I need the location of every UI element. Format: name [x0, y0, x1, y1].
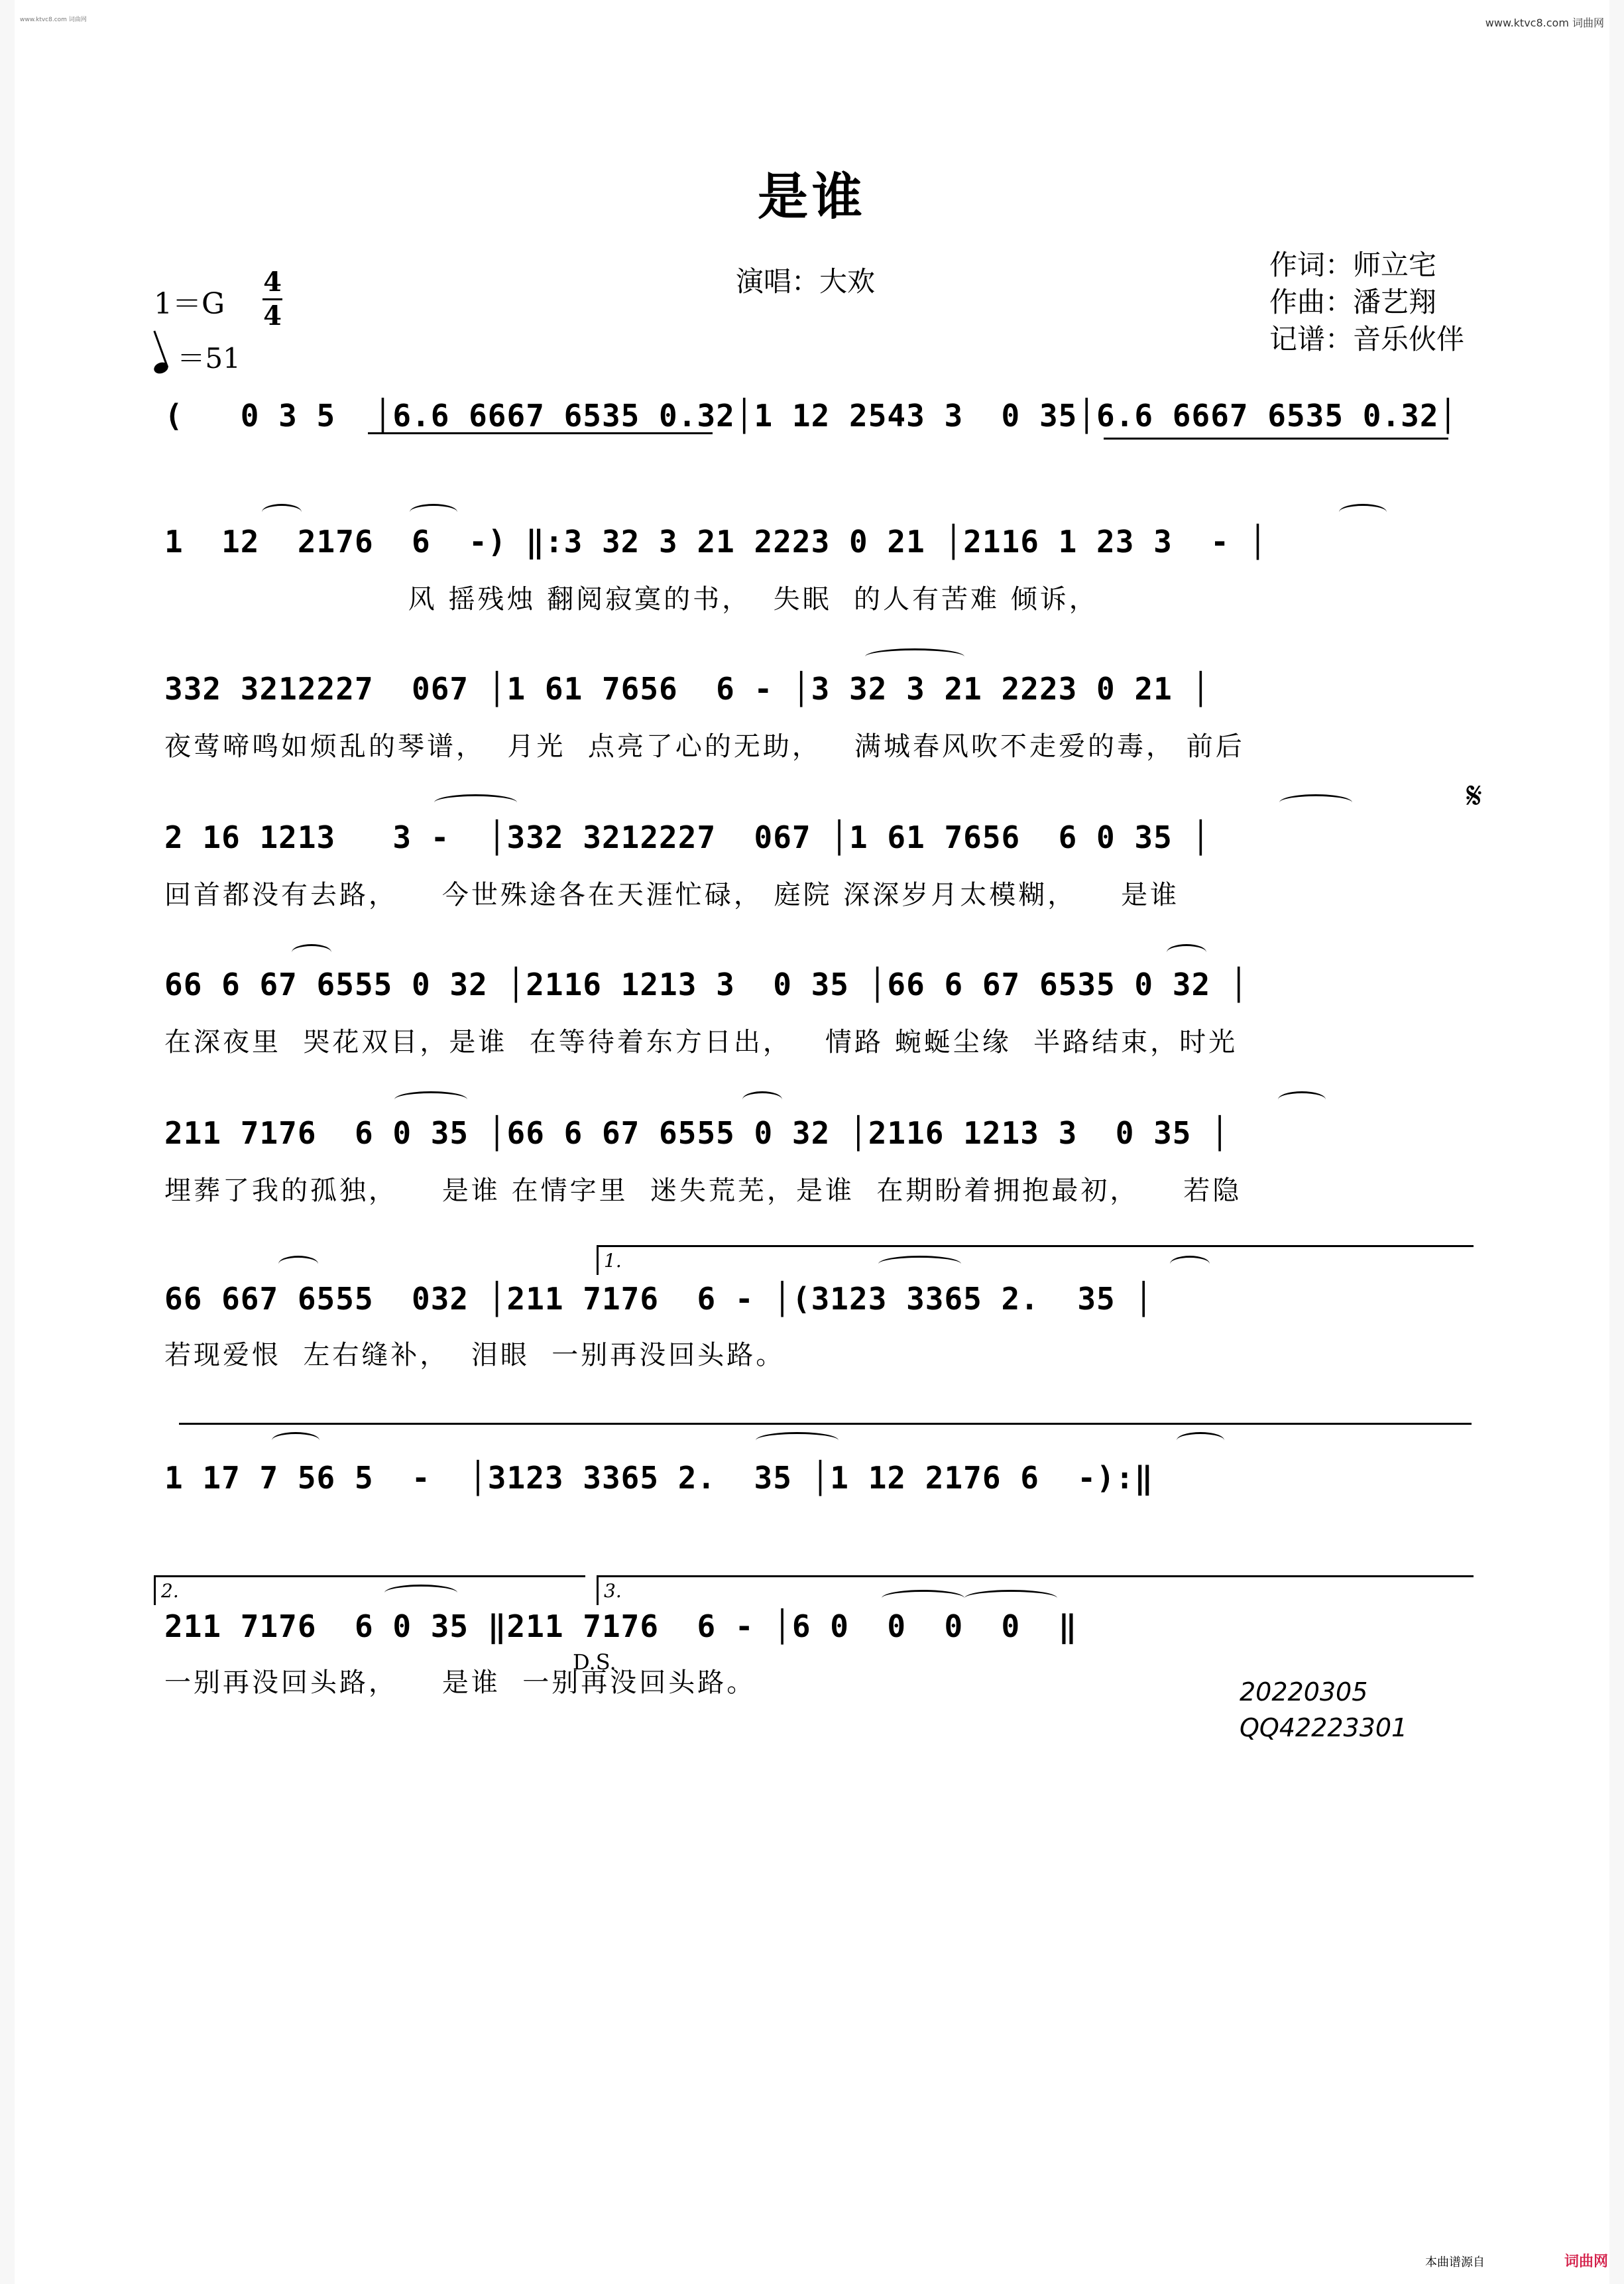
volta-3-label: 3. [604, 1580, 622, 1602]
footer-source: 本曲谱源自 [1425, 2255, 1485, 2269]
slur [262, 504, 302, 520]
system-3-notes: 332 3212227 067 │1 61 7656 6 - │3 32 3 21 2223 0 21 │ [164, 671, 1211, 707]
system-1-notes: ( 0 3 5 │6.6 6667 6535 0.32│1 12 2543 3 0 35│6.6 6667 6535 0.32│ [164, 398, 1458, 434]
volta-2-label: 2. [161, 1580, 179, 1602]
system-7-lyrics: 若现爱恨 左右缝补， 泪眼 一别再没回头路。 [164, 1340, 785, 1370]
underline [368, 432, 713, 434]
right-margin-strip [1609, 0, 1624, 2284]
slur [742, 1091, 782, 1108]
volta-2-bracket [154, 1575, 585, 1605]
quarter-note-icon [152, 361, 170, 376]
system-3-lyrics: 夜莺啼鸣如烦乱的琴谱， 月光 点亮了心的无助， 满城春风吹不走爱的毒， 前后 [164, 731, 1245, 762]
system-9-lyrics: 一别再没回头路， 是谁 一别再没回头路。 [164, 1667, 756, 1698]
system-4-notes: 2 16 1213 3 - │332 3212227 067 │1 61 7656 6 0 35 │ [164, 819, 1211, 855]
underline [1104, 438, 1448, 440]
slur [394, 1091, 467, 1108]
left-margin-strip [0, 0, 15, 2284]
slur [878, 1256, 961, 1272]
segno-icon: 𝄋 [1466, 774, 1483, 817]
composer-credit: 作曲：潘艺翔 [1269, 286, 1437, 318]
system-6-lyrics: 埋葬了我的孤独， 是谁 在情字里 迷失荒芜，是谁 在期盼着拥抱最初， 若隐 [164, 1175, 1242, 1206]
system-5-lyrics: 在深夜里 哭花双目，是谁 在等待着东方日出， 情路 蜿蜒尘缘 半路结束，时光 [164, 1027, 1238, 1057]
slur [1279, 794, 1352, 811]
transcriber-qq: QQ42223301 [1240, 1713, 1408, 1742]
tempo-marking [154, 337, 241, 377]
slur [1170, 1256, 1210, 1272]
system-7-notes: 66 667 6555 032 │211 7176 6 - │(3123 3365 2. 35 │ [164, 1281, 1154, 1317]
song-title: 是谁 [758, 167, 866, 226]
volta-1-bracket [597, 1245, 1474, 1275]
tempo-value: ＝51 [177, 342, 241, 375]
slur [964, 1590, 1057, 1606]
slur [882, 1590, 964, 1606]
system-6-notes: 211 7176 6 0 35 │66 6 67 6555 0 32 │2116 1213 3 0 35 │ [164, 1115, 1230, 1151]
slur [434, 794, 517, 811]
system-5-notes: 66 6 67 6555 0 32 │2116 1213 3 0 35 │66 6 67 6535 0 32 │ [164, 967, 1249, 1002]
time-signature [262, 268, 282, 331]
system-2-lyrics: 风 摇残烛 翻阅寂寞的书， 失眠 的人有苦难 倾诉， [164, 584, 1098, 615]
slur [384, 1585, 457, 1601]
ds-marking: D.S. [573, 1650, 616, 1675]
slur [410, 504, 457, 520]
system-4-lyrics: 回首都没有去路， 今世殊途各在天涯忙碌， 庭院 深深岁月太模糊， 是谁 [164, 880, 1180, 910]
time-bottom: 4 [263, 300, 282, 331]
slur [272, 1432, 319, 1449]
key-signature: 1＝G [154, 287, 225, 321]
system-9-notes: 211 7176 6 0 35 ‖211 7176 6 - │6 0 0 0 0 ‖ [164, 1608, 1078, 1644]
slur [1339, 504, 1387, 520]
volta-1-label: 1. [604, 1250, 622, 1272]
corner-mark: www.ktvc8.com 词曲网 [20, 17, 87, 23]
slur [278, 1256, 318, 1272]
time-top: 4 [263, 267, 282, 298]
slur [1278, 1091, 1326, 1108]
footer-site-logo[interactable]: 词曲网 [1564, 2254, 1609, 2270]
slur [292, 944, 331, 961]
repeat-extension-line [179, 1423, 1472, 1425]
slur [756, 1432, 839, 1449]
system-8-notes: 1 17 7 56 5 - │3123 3365 2. 35 │1 12 2176 6 -):‖ [164, 1460, 1154, 1496]
system-2-notes: 1 12 2176 6 -) ‖:3 32 3 21 2223 0 21 │2116 1 23 3 - │ [164, 524, 1268, 560]
site-url: www.ktvc8.com 词曲网 [1485, 17, 1604, 29]
lyricist-credit: 作词：师立宅 [1269, 249, 1437, 281]
credits-block [1269, 247, 1464, 358]
transcriber-credit: 记谱：音乐伙伴 [1269, 323, 1465, 355]
slur [865, 648, 964, 665]
slur [1167, 944, 1206, 961]
transcription-date: 20220305 [1240, 1677, 1368, 1707]
slur [1177, 1432, 1224, 1449]
singer-credit: 演唱：大欢 [736, 265, 876, 298]
